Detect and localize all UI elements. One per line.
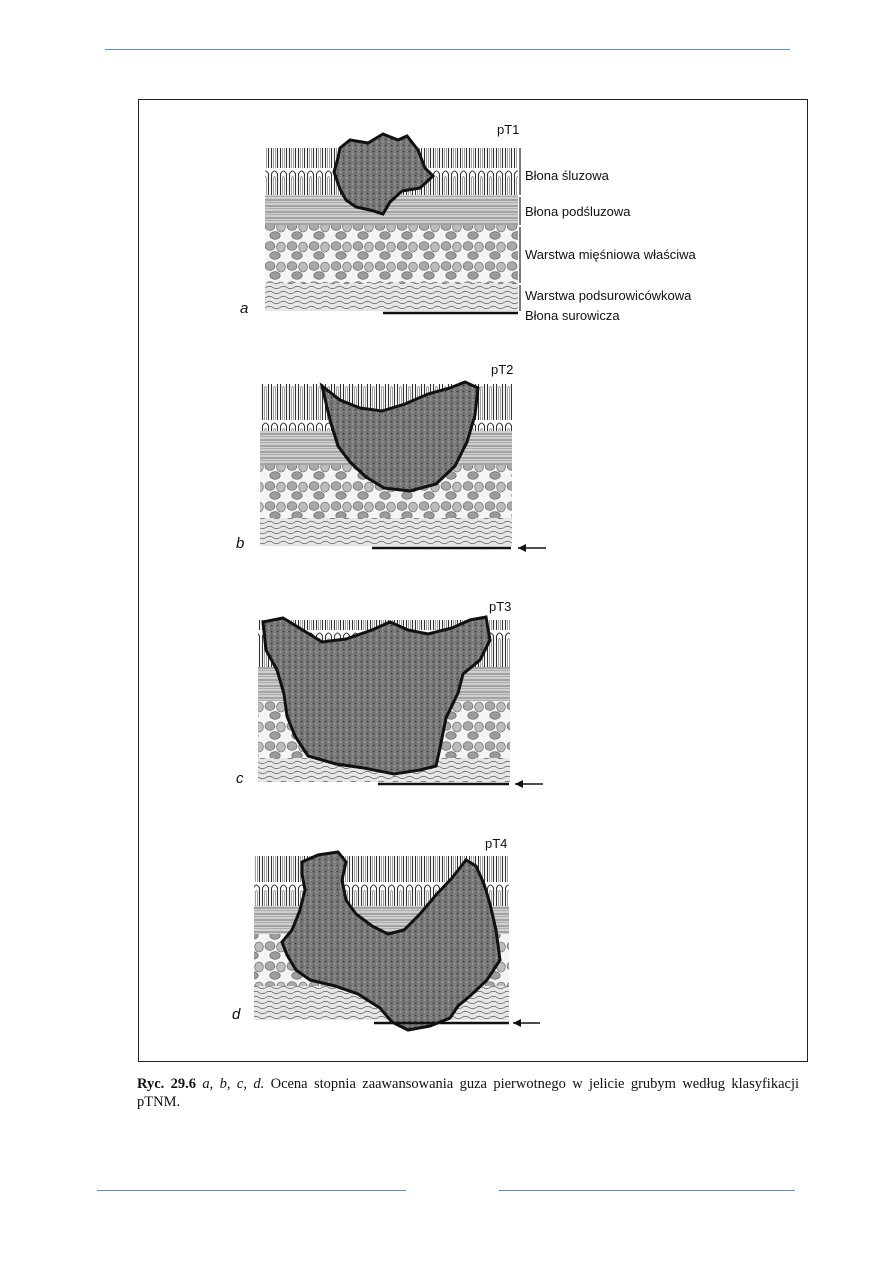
stage-label: pT3 <box>489 599 512 614</box>
footer-rule-left <box>97 1190 406 1191</box>
stage-label: pT1 <box>497 122 520 137</box>
arrow-icon <box>518 544 526 552</box>
caption-figure-number: Ryc. 29.6 <box>137 1076 197 1092</box>
footer-rule-right <box>499 1190 795 1191</box>
label-submucosa: Błona podśluzowa <box>525 204 631 219</box>
caption-panel-letters: a, b, c, d. <box>202 1076 265 1092</box>
label-subserosa: Warstwa podsurowicówkowa <box>525 288 692 303</box>
subserosa-layer <box>265 283 518 311</box>
caption-text: Ocena stopnia zaawansowania guza pierwotnego w jelicie grubym według klasyfikacji pTNM. <box>137 1076 800 1110</box>
panel-letter: a <box>240 300 249 317</box>
panel-d <box>232 836 540 1030</box>
stage-label: pT4 <box>485 836 508 851</box>
panel-b <box>236 362 546 552</box>
subserosa-layer <box>260 518 512 546</box>
arrow-icon <box>513 1019 521 1027</box>
panel-c <box>236 599 543 788</box>
panel-a <box>240 122 696 323</box>
figure-caption <box>137 1075 799 1111</box>
panel-letter: d <box>232 1006 241 1023</box>
label-serosa: Błona surowicza <box>525 308 620 323</box>
label-mucosa: Błona śluzowa <box>525 168 609 183</box>
stage-label: pT2 <box>491 362 514 377</box>
muscularis-layer <box>265 225 518 283</box>
label-muscularis: Warstwa mięśniowa właściwa <box>525 247 696 262</box>
panel-letter: c <box>236 770 244 787</box>
arrow-icon <box>515 780 523 788</box>
panel-letter: b <box>236 535 245 552</box>
